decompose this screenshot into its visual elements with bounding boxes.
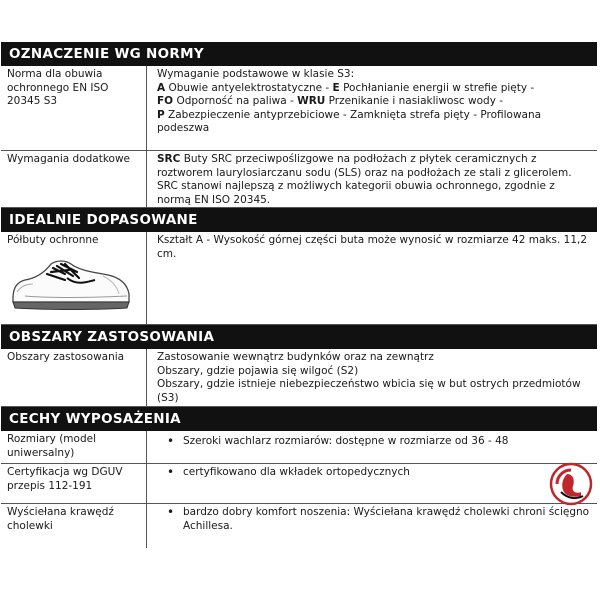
row-value bbox=[147, 349, 597, 406]
shoe-icon bbox=[7, 252, 135, 316]
code-e: E bbox=[332, 81, 340, 94]
code-fo-text: Odporność na paliwa - bbox=[173, 95, 298, 107]
use-line-1: Zastosowanie wewnątrz budynków oraz na zewnątrz bbox=[157, 351, 434, 363]
src-text: Buty SRC przeciwpoślizgowe na podłożach z płytek ceramicznych z roztworem laurylosiarczanu sodu (SLS) oraz na podłożach ze stali z glicerolem. SRC stanowi najlepszą z możliwych kategorii obuwia ochronnego, zgodnie z normą EN ISO 20345. bbox=[157, 153, 572, 206]
code-p: P bbox=[157, 108, 165, 121]
row-value bbox=[147, 431, 597, 463]
use-line-2: Obszary, gdzie pojawia się wilgoć (S2) bbox=[157, 364, 359, 377]
norm-line-3 bbox=[157, 109, 591, 136]
row-value bbox=[147, 464, 597, 503]
row-label: Wyściełana krawędź cholewki bbox=[1, 504, 147, 548]
row-label: Obszary zastosowania bbox=[1, 349, 147, 406]
row-value bbox=[147, 151, 597, 207]
certification-text: • certyfikowano dla wkładek ortopedycznych bbox=[157, 466, 591, 480]
code-a: A bbox=[157, 81, 166, 94]
code-src: SRC bbox=[157, 153, 181, 165]
row-label: Certyfikacja wg DGUV przepis 112-191 bbox=[1, 464, 147, 503]
sizes-text: • Szeroki wachlarz rozmiarów: dostępne w rozmiarze od 36 - 48 bbox=[157, 435, 591, 449]
table-row-use bbox=[1, 349, 597, 407]
padding-text: • bardzo dobry komfort noszenia: Wyściełana krawędź cholewki chroni ścięgno Achillesa. bbox=[157, 506, 591, 533]
row-value bbox=[147, 504, 597, 548]
norm-line-2 bbox=[157, 95, 591, 109]
norm-intro: Wymaganie podstawowe w klasie S3: bbox=[157, 68, 355, 80]
table-row-sizes bbox=[1, 431, 597, 464]
table-row-padding bbox=[1, 504, 597, 548]
table-row-additional bbox=[1, 151, 597, 208]
row-label: Wymagania dodatkowe bbox=[1, 151, 147, 207]
table-row-norm bbox=[1, 66, 597, 151]
section-header-norm: OZNACZENIE WG NORMY bbox=[1, 42, 597, 66]
spec-sheet bbox=[1, 42, 597, 548]
code-a-text: Obuwie antyelektrostatyczne - bbox=[165, 81, 333, 94]
code-wru: WRU bbox=[297, 95, 326, 107]
code-fo: FO bbox=[157, 95, 174, 107]
orthopedic-foot-icon bbox=[549, 462, 593, 506]
table-row-certification bbox=[1, 464, 597, 504]
code-e-text: Pochłanianie energii w strefie pięty - bbox=[339, 81, 535, 94]
row-value bbox=[147, 232, 597, 324]
row-label-cell bbox=[1, 232, 147, 324]
row-label: Rozmiary (model uniwersalny) bbox=[1, 431, 147, 463]
code-p-text: Zabezpieczenie antyprzebiciowe - Zamknięta strefa pięty - Profilowana podeszwa bbox=[157, 108, 542, 134]
norm-line-1 bbox=[157, 82, 591, 96]
row-label: Norma dla obuwia ochronnego EN ISO 20345 S3 bbox=[1, 66, 147, 150]
row-label: Półbuty ochronne bbox=[7, 234, 99, 246]
table-row-fit bbox=[1, 232, 597, 325]
use-line-3: Obszary, gdzie istnieje niebezpieczeństwo wbicia się w but ostrych przedmiotów (S3) bbox=[157, 378, 581, 404]
fit-text: Kształt A - Wysokość górnej części buta może wynosić w rozmiarze 42 maks. 11,2 cm. bbox=[157, 234, 588, 260]
section-header-use: OBSZARY ZASTOSOWANIA bbox=[1, 325, 597, 349]
row-value bbox=[147, 66, 597, 150]
code-wru-text: Przenikanie i nasiakliwosc wody - bbox=[325, 95, 504, 107]
section-header-features: CECHY WYPOSAŻENIA bbox=[1, 407, 597, 431]
section-header-fit: IDEALNIE DOPASOWANE bbox=[1, 208, 597, 232]
